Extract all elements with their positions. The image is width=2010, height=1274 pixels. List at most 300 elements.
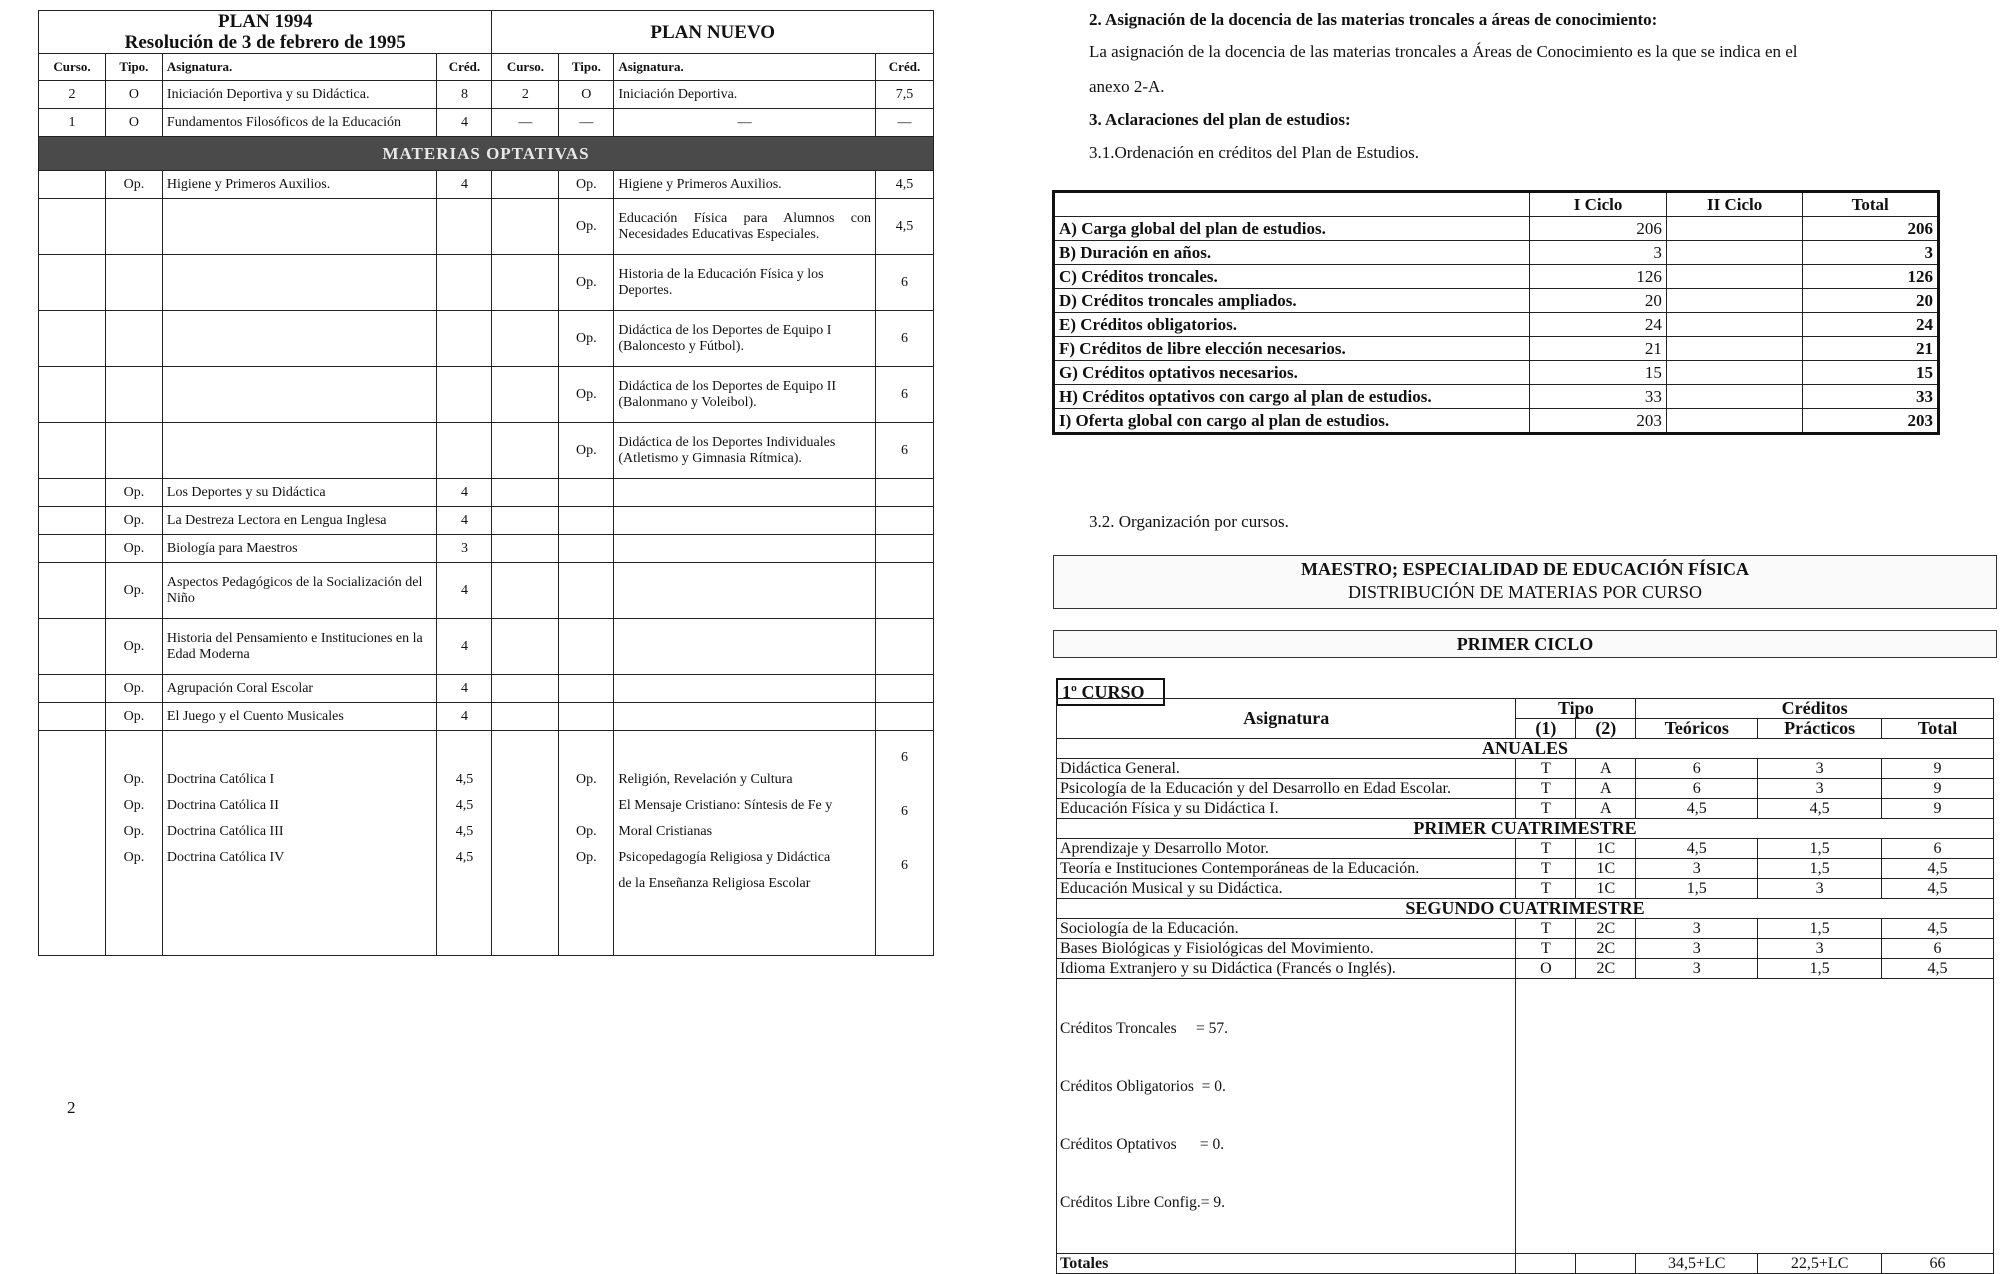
- section-2-paragraph-line1: La asignación de la docencia de las materias troncales a Áreas de Conocimiento es la que se indica en el: [1089, 42, 1798, 61]
- value-ii-ciclo: [1666, 409, 1803, 434]
- cell-curso-nuevo: [492, 311, 559, 367]
- cell-asignatura: [162, 367, 437, 423]
- table-row: [1057, 799, 1994, 819]
- cell-cred: 4: [437, 703, 492, 731]
- table-row: [39, 81, 934, 109]
- table-row: [39, 423, 934, 479]
- course-distribution-table: [1056, 698, 1994, 1274]
- cell-tipo: Op.: [105, 479, 162, 507]
- cell-tipo-1: T: [1516, 779, 1576, 799]
- value-i-ciclo: 21: [1530, 337, 1667, 361]
- table-row: [1054, 409, 1939, 434]
- totales-label: Totales: [1057, 1254, 1516, 1274]
- cell-tipo: [105, 311, 162, 367]
- plan-comparison-table: [38, 10, 934, 956]
- cell-tipo-nuevo: [559, 507, 614, 535]
- specialty-title-box: [1053, 555, 1997, 609]
- band-label: MATERIAS OPTATIVAS: [382, 143, 590, 163]
- cell-cred-nuevo: 4,5: [875, 171, 933, 199]
- cell-curso-nuevo: [492, 675, 559, 703]
- header-ii-ciclo: II Ciclo: [1666, 192, 1803, 217]
- tipo-value: [563, 793, 609, 819]
- cell-curso-nuevo: [492, 731, 559, 956]
- cell-asignatura-nuevo: [614, 535, 876, 563]
- cell-tipo-2: A: [1576, 779, 1636, 799]
- plan-nuevo-title: PLAN NUEVO: [492, 11, 934, 54]
- table-row: [1057, 959, 1994, 979]
- cell-practicos: 1,5: [1758, 959, 1882, 979]
- section-3-2-heading: 3.2. Organización por cursos.: [1089, 512, 1289, 531]
- cell-curso: [39, 675, 106, 703]
- cell-tipo-nuevo: [559, 703, 614, 731]
- cell-asignatura-nuevo: Iniciación Deportiva.: [614, 81, 876, 109]
- cell-tipo-1: [1516, 1254, 1576, 1274]
- table-row: [39, 367, 934, 423]
- cell-cred-nuevo: [875, 619, 933, 675]
- value-total: 15: [1803, 361, 1939, 385]
- specialty-title-line2: DISTRIBUCIÓN DE MATERIAS POR CURSO: [1347, 582, 1703, 602]
- cred-value: 4,5: [455, 850, 474, 865]
- cell-tipo: Op.: [105, 535, 162, 563]
- cell-curso-nuevo: [492, 479, 559, 507]
- table-row: [39, 675, 934, 703]
- cell-tipo-nuevo: Op.: [559, 255, 614, 311]
- cell-cred-nuevo: —: [875, 109, 933, 137]
- cell-tipo: Op.: [105, 619, 162, 675]
- table-row: [39, 507, 934, 535]
- cell-curso: 1: [39, 109, 106, 137]
- cell-curso: [39, 171, 106, 199]
- asignatura-value: Doctrina Católica III: [166, 824, 284, 839]
- value-total: 33: [1803, 385, 1939, 409]
- tipo-value: Op.: [576, 824, 597, 839]
- cell-asignatura: Educación Musical y su Didáctica.: [1057, 879, 1516, 899]
- col-tipo-nuevo: Tipo.: [559, 54, 614, 81]
- cell-practicos: 1,5: [1758, 859, 1882, 879]
- cell-asignatura: La Destreza Lectora en Lengua Inglesa: [162, 507, 437, 535]
- asignatura-line: Religión, Revelación y Cultura: [618, 772, 793, 787]
- value-total: 20: [1803, 289, 1939, 313]
- cell-curso-nuevo: [492, 619, 559, 675]
- cell-cred-nuevo: [875, 479, 933, 507]
- cell-asignatura: Bases Biológicas y Fisiológicas del Movimiento.: [1057, 939, 1516, 959]
- cell-tipo-1: T: [1516, 939, 1576, 959]
- header-total: Total: [1803, 192, 1939, 217]
- cell-practicos: 1,5: [1758, 919, 1882, 939]
- cell-teoricos: 6: [1636, 779, 1758, 799]
- cell-practicos: 4,5: [1758, 799, 1882, 819]
- table-row: [1057, 779, 1994, 799]
- cell-asignatura-nuevo: [614, 479, 876, 507]
- cred-value: 6: [900, 804, 908, 819]
- cell-curso-nuevo: [492, 563, 559, 619]
- cell-curso-nuevo: [492, 423, 559, 479]
- summary-libre-config: Créditos Libre Config.= 9.: [1060, 1194, 1226, 1211]
- value-total: 206: [1803, 217, 1939, 241]
- cell-cred-nuevo: [875, 675, 933, 703]
- totales-total: 66: [1882, 1254, 1994, 1274]
- cell-cred: [437, 423, 492, 479]
- cell-asignatura-nuevo: Didáctica de los Deportes Individuales (Atletismo y Gimnasia Rítmica).: [614, 423, 876, 479]
- asignatura-value: Doctrina Católica I: [166, 772, 275, 787]
- cell-asignatura-nuevo: [614, 563, 876, 619]
- totales-practicos: 22,5+LC: [1758, 1254, 1882, 1274]
- cell-asignatura: Teoría e Instituciones Contemporáneas de la Educación.: [1057, 859, 1516, 879]
- cell-cred: 4: [437, 507, 492, 535]
- cell-tipo-1: T: [1516, 919, 1576, 939]
- cell-cred: 4: [437, 563, 492, 619]
- row-label: C) Créditos troncales.: [1054, 265, 1530, 289]
- cell-asignatura: Fundamentos Filosóficos de la Educación: [162, 109, 437, 137]
- asignatura-value: Doctrina Católica IV: [166, 850, 285, 865]
- specialty-title-line1: MAESTRO; ESPECIALIDAD DE EDUCACIÓN FÍSICA: [1300, 559, 1750, 579]
- cell-total: 9: [1882, 759, 1994, 779]
- cell-asignatura-nuevo: Historia de la Educación Física y los Deportes.: [614, 255, 876, 311]
- cell-teoricos: 3: [1636, 919, 1758, 939]
- cell-asignatura: [162, 199, 437, 255]
- religion-old-tipos: [105, 731, 162, 956]
- cell-tipo-nuevo: Op.: [559, 199, 614, 255]
- totales-teoricos: 34,5+LC: [1636, 1254, 1758, 1274]
- cell-asignatura-nuevo: [614, 619, 876, 675]
- cell-tipo: [105, 367, 162, 423]
- value-i-ciclo: 126: [1530, 265, 1667, 289]
- cell-cred: 4: [437, 171, 492, 199]
- cell-curso: [39, 619, 106, 675]
- table-row: [1057, 939, 1994, 959]
- value-ii-ciclo: [1666, 241, 1803, 265]
- cell-tipo-2: 2C: [1576, 959, 1636, 979]
- cred-value: 6: [900, 750, 908, 765]
- cell-tipo: O: [105, 81, 162, 109]
- asignatura-line: El Mensaje Cristiano: Síntesis de Fe y: [618, 798, 833, 813]
- cell-asignatura: Didáctica General.: [1057, 759, 1516, 779]
- header-practicos: Prácticos: [1758, 719, 1882, 739]
- cell-practicos: 1,5: [1758, 839, 1882, 859]
- value-i-ciclo: 20: [1530, 289, 1667, 313]
- cell-asignatura-nuevo: [614, 675, 876, 703]
- cell-cred-nuevo: [875, 563, 933, 619]
- cell-asignatura: Educación Física y su Didáctica I.: [1057, 799, 1516, 819]
- table-row: [1054, 289, 1939, 313]
- cell-total: 6: [1882, 939, 1994, 959]
- plan-1994-title: PLAN 1994: [217, 11, 313, 32]
- section-2-paragraph-line2: anexo 2-A.: [1089, 77, 1165, 96]
- credits-ordering-table: [1052, 190, 1940, 435]
- cell-asignatura: Aprendizaje y Desarrollo Motor.: [1057, 839, 1516, 859]
- table-row: [39, 109, 934, 137]
- asignatura-value: Doctrina Católica II: [166, 798, 279, 813]
- col-tipo: Tipo.: [105, 54, 162, 81]
- section-primer-cuatrimestre: PRIMER CUATRIMESTRE: [1057, 819, 1994, 839]
- row-label: B) Duración en años.: [1054, 241, 1530, 265]
- cell-asignatura: Historia del Pensamiento e Instituciones en la Edad Moderna: [162, 619, 437, 675]
- cell-practicos: 3: [1758, 759, 1882, 779]
- cell-asignatura: El Juego y el Cuento Musicales: [162, 703, 437, 731]
- religion-new-asignaturas: [614, 731, 876, 956]
- cell-tipo: O: [105, 109, 162, 137]
- cell-curso-nuevo: [492, 171, 559, 199]
- cred-value: 6: [900, 858, 908, 873]
- cell-asignatura: Idioma Extranjero y su Didáctica (Francés o Inglés).: [1057, 959, 1516, 979]
- cell-cred-nuevo: [875, 507, 933, 535]
- table-row: [1054, 313, 1939, 337]
- summary-obligatorios: Créditos Obligatorios = 0.: [1060, 1078, 1226, 1095]
- col-asignatura: Asignatura.: [162, 54, 437, 81]
- table-row: [1054, 217, 1939, 241]
- primer-ciclo-box: PRIMER CICLO: [1053, 630, 1997, 658]
- col-cred: Créd.: [437, 54, 492, 81]
- header-total: Total: [1882, 719, 1994, 739]
- cell-curso-nuevo: [492, 507, 559, 535]
- cell-cred-nuevo: [875, 703, 933, 731]
- table-row: [1057, 759, 1994, 779]
- value-i-ciclo: 15: [1530, 361, 1667, 385]
- row-label: I) Oferta global con cargo al plan de estudios.: [1054, 409, 1530, 434]
- value-ii-ciclo: [1666, 361, 1803, 385]
- cell-cred: 4: [437, 619, 492, 675]
- table-row: [39, 703, 934, 731]
- value-ii-ciclo: [1666, 217, 1803, 241]
- plan-1994-subtitle: Resolución de 3 de febrero de 1995: [124, 32, 406, 53]
- cell-cred: [437, 199, 492, 255]
- header-tipo-1: (1): [1516, 719, 1576, 739]
- value-total: 203: [1803, 409, 1939, 434]
- cell-tipo-1: O: [1516, 959, 1576, 979]
- section-3-1-heading: 3.1.Ordenación en créditos del Plan de Estudios.: [1089, 143, 1420, 162]
- cell-practicos: 3: [1758, 879, 1882, 899]
- table-row: [1054, 337, 1939, 361]
- cell-asignatura-nuevo: Didáctica de los Deportes de Equipo I (Baloncesto y Fútbol).: [614, 311, 876, 367]
- religion-new-tipos: [559, 731, 614, 956]
- cell-cred: 8: [437, 81, 492, 109]
- cell-curso: [39, 199, 106, 255]
- cell-cred-nuevo: 4,5: [875, 199, 933, 255]
- cell-tipo-nuevo: —: [559, 109, 614, 137]
- materias-optativas-band: [39, 137, 934, 171]
- cell-tipo: Op.: [105, 507, 162, 535]
- tipo-value: Op.: [576, 850, 597, 865]
- cell-teoricos: 3: [1636, 959, 1758, 979]
- row-label: H) Créditos optativos con cargo al plan de estudios.: [1054, 385, 1530, 409]
- cell-tipo: Op.: [105, 703, 162, 731]
- cell-curso: 2: [39, 81, 106, 109]
- cell-teoricos: 1,5: [1636, 879, 1758, 899]
- cell-teoricos: 3: [1636, 939, 1758, 959]
- cell-cred: 4: [437, 675, 492, 703]
- cell-curso-nuevo: [492, 199, 559, 255]
- header-tipo: Tipo: [1516, 699, 1636, 719]
- religion-old-asignaturas: [162, 731, 437, 956]
- cell-tipo: [105, 199, 162, 255]
- cell-tipo-2: 2C: [1576, 939, 1636, 959]
- credits-summary: [1057, 979, 1516, 1254]
- cell-curso-nuevo: [492, 535, 559, 563]
- cell-curso: [39, 255, 106, 311]
- summary-optativos: Créditos Optativos = 0.: [1060, 1136, 1225, 1153]
- value-i-ciclo: 24: [1530, 313, 1667, 337]
- table-row: [1054, 241, 1939, 265]
- row-label: A) Carga global del plan de estudios.: [1054, 217, 1530, 241]
- cell-asignatura: [162, 311, 437, 367]
- table-row: [39, 311, 934, 367]
- tipo-value: Op.: [123, 850, 145, 865]
- cell-tipo-1: T: [1516, 859, 1576, 879]
- cell-curso-nuevo: [492, 367, 559, 423]
- value-ii-ciclo: [1666, 313, 1803, 337]
- cell-total: 6: [1882, 839, 1994, 859]
- cell-cred: [437, 367, 492, 423]
- cell-teoricos: 4,5: [1636, 799, 1758, 819]
- cell-curso-nuevo: 2: [492, 81, 559, 109]
- cell-tipo-2: 1C: [1576, 839, 1636, 859]
- cell-curso: [39, 367, 106, 423]
- cell-tipo-1: T: [1516, 759, 1576, 779]
- col-curso-nuevo: Curso.: [492, 54, 559, 81]
- value-ii-ciclo: [1666, 337, 1803, 361]
- cell-asignatura: Iniciación Deportiva y su Didáctica.: [162, 81, 437, 109]
- cell-tipo: Op.: [105, 171, 162, 199]
- table-row: [39, 535, 934, 563]
- value-total: 126: [1803, 265, 1939, 289]
- cell-curso: [39, 311, 106, 367]
- cell-asignatura: Sociología de la Educación.: [1057, 919, 1516, 939]
- cell-tipo-1: T: [1516, 879, 1576, 899]
- cell-tipo: Op.: [105, 675, 162, 703]
- page-number: 2: [67, 1098, 76, 1117]
- value-ii-ciclo: [1666, 265, 1803, 289]
- cell-tipo-nuevo: [559, 535, 614, 563]
- cell-tipo-2: [1576, 1254, 1636, 1274]
- cell-tipo: [105, 423, 162, 479]
- cell-asignatura-nuevo: Educación Física para Alumnos con Necesidades Educativas Especiales.: [614, 199, 876, 255]
- tipo-value: Op.: [123, 824, 145, 839]
- totales-row: [1057, 1254, 1994, 1274]
- header-teoricos: Teóricos: [1636, 719, 1758, 739]
- value-i-ciclo: 203: [1530, 409, 1667, 434]
- value-total: 21: [1803, 337, 1939, 361]
- cell-cred-nuevo: 6: [875, 423, 933, 479]
- table-row: [39, 619, 934, 675]
- cell-asignatura-nuevo: Higiene y Primeros Auxilios.: [614, 171, 876, 199]
- cred-value: 4,5: [455, 798, 474, 813]
- cell-curso: [39, 423, 106, 479]
- row-label: G) Créditos optativos necesarios.: [1054, 361, 1530, 385]
- cell-cred: 3: [437, 535, 492, 563]
- cell-tipo-2: 2C: [1576, 919, 1636, 939]
- col-curso: Curso.: [39, 54, 106, 81]
- cell-asignatura-nuevo: Didáctica de los Deportes de Equipo II (Balonmano y Voleibol).: [614, 367, 876, 423]
- table-row: [1057, 879, 1994, 899]
- table-row: [1054, 361, 1939, 385]
- table-row: [39, 563, 934, 619]
- value-total: 24: [1803, 313, 1939, 337]
- cell-total: 9: [1882, 799, 1994, 819]
- cell-cred: 4: [437, 479, 492, 507]
- cell-total: 9: [1882, 779, 1994, 799]
- tipo-value: Op.: [123, 798, 145, 813]
- cell-asignatura-nuevo: —: [614, 109, 876, 137]
- cell-total: 4,5: [1882, 859, 1994, 879]
- value-i-ciclo: 3: [1530, 241, 1667, 265]
- religion-new-creds: [875, 731, 933, 956]
- cell-tipo-1: T: [1516, 839, 1576, 859]
- cell-asignatura: Psicología de la Educación y del Desarrollo en Edad Escolar.: [1057, 779, 1516, 799]
- cell-tipo-2: A: [1576, 759, 1636, 779]
- row-label: D) Créditos troncales ampliados.: [1054, 289, 1530, 313]
- cell-tipo-nuevo: [559, 563, 614, 619]
- table-row-religion: [39, 731, 934, 956]
- tipo-value: Op.: [576, 772, 597, 787]
- cell-teoricos: 3: [1636, 859, 1758, 879]
- summary-blank: [1516, 979, 1994, 1254]
- cell-tipo-nuevo: [559, 619, 614, 675]
- asignatura-line: de la Enseñanza Religiosa Escolar: [618, 876, 811, 891]
- row-label: E) Créditos obligatorios.: [1054, 313, 1530, 337]
- tipo-value: Op.: [123, 772, 145, 787]
- cell-curso: [39, 507, 106, 535]
- table-row: [39, 479, 934, 507]
- cell-total: 4,5: [1882, 919, 1994, 939]
- cell-asignatura: Biología para Maestros: [162, 535, 437, 563]
- cell-cred-nuevo: 7,5: [875, 81, 933, 109]
- cell-curso: [39, 563, 106, 619]
- cell-asignatura: Agrupación Coral Escolar: [162, 675, 437, 703]
- summary-troncales: Créditos Troncales = 57.: [1060, 1020, 1229, 1037]
- cell-cred-nuevo: [875, 535, 933, 563]
- col-cred-nuevo: Créd.: [875, 54, 933, 81]
- table-row: [1054, 265, 1939, 289]
- cell-cred-nuevo: 6: [875, 367, 933, 423]
- cell-teoricos: 4,5: [1636, 839, 1758, 859]
- cell-asignatura: Higiene y Primeros Auxilios.: [162, 171, 437, 199]
- cell-tipo: [105, 255, 162, 311]
- row-label: F) Créditos de libre elección necesarios.: [1054, 337, 1530, 361]
- cell-total: 4,5: [1882, 959, 1994, 979]
- asignatura-line: Psicopedagogía Religiosa y Didáctica: [618, 850, 831, 865]
- header-i-ciclo: I Ciclo: [1530, 192, 1667, 217]
- cred-value: 4,5: [455, 824, 474, 839]
- cell-curso: [39, 535, 106, 563]
- table-row: [1057, 839, 1994, 859]
- cell-asignatura-nuevo: [614, 507, 876, 535]
- cell-asignatura: [162, 255, 437, 311]
- cell-tipo-2: A: [1576, 799, 1636, 819]
- cell-total: 4,5: [1882, 879, 1994, 899]
- cell-tipo-nuevo: [559, 479, 614, 507]
- cell-asignatura: Los Deportes y su Didáctica: [162, 479, 437, 507]
- cell-teoricos: 6: [1636, 759, 1758, 779]
- cell-curso-nuevo: [492, 255, 559, 311]
- header-creditos: Créditos: [1636, 699, 1994, 719]
- section-segundo-cuatrimestre: SEGUNDO CUATRIMESTRE: [1057, 899, 1994, 919]
- section-anuales: ANUALES: [1057, 739, 1994, 759]
- cell-cred: 4: [437, 109, 492, 137]
- table-row: [1057, 919, 1994, 939]
- cell-curso: [39, 731, 106, 956]
- cell-tipo-2: 1C: [1576, 879, 1636, 899]
- cell-asignatura: [162, 423, 437, 479]
- cell-tipo-2: 1C: [1576, 859, 1636, 879]
- cell-tipo-nuevo: Op.: [559, 367, 614, 423]
- asignatura-line: Moral Cristianas: [618, 824, 713, 839]
- cell-cred: [437, 255, 492, 311]
- cred-value: 4,5: [455, 772, 474, 787]
- section-3-heading: 3. Aclaraciones del plan de estudios:: [1089, 110, 1351, 129]
- cell-tipo-nuevo: Op.: [559, 311, 614, 367]
- curso-label: 1º CURSO: [1056, 678, 1165, 706]
- cell-practicos: 3: [1758, 939, 1882, 959]
